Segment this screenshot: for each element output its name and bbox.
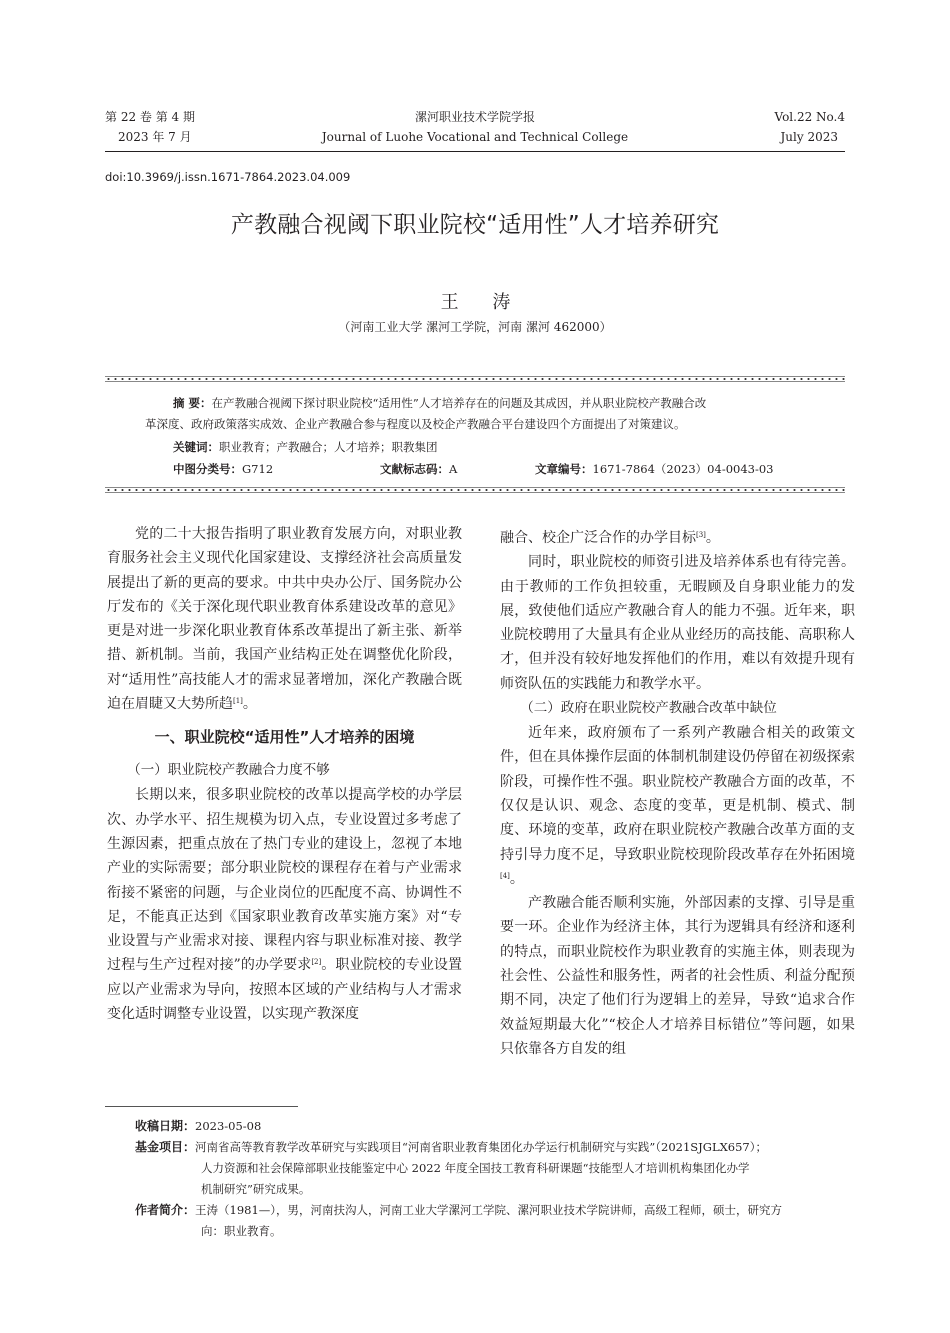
- paragraph: 产教融合能否顺利实施，外部因素的支撑、引导是重要一环。企业作为经济主体，其行为逻辑具有经济和逐利的特点，而职业院校作为职业教育的实施主体，则表现为社会性、公益性和服务性，两者的社会性质、利益分配预期不同，决定了他们行为逻辑上的差异，导致“追求合作效益短期最大化”“校企人才培养目标错位”等问题，如果只依靠各方自发的组: [500, 895, 855, 1057]
- abstract-top-divider: [105, 375, 845, 383]
- paragraph: 近年来，政府颁布了一系列产教融合相关的政策文件，但在具体操作层面的体制机制建设仍停留在初级探索阶段，可操作性不强。职业院校产教融合方面的改革，不仅仅是认识、观念、态度的变革，更是机制、模式、制度、环境的变革，政府在职业院校产教融合改革方面的支持引导力度不足，导致职业院校现阶段改革存在外拓困境[4]。: [500, 725, 855, 887]
- doc-code-label: 文献标志码：: [380, 462, 449, 476]
- publication-date-en: July 2023: [780, 130, 838, 144]
- citation-ref: [4]: [500, 871, 510, 880]
- article-title: 产教融合视阈下职业院校“适用性”人才培养研究: [230, 212, 720, 238]
- author-bio: 作者简介：王涛（1981—），男，河南扶沟人，河南工业大学漯河工学院、漯河职业技术学院讲师，高级工程师，硕士，研究方: [135, 1203, 783, 1217]
- header-rule: [105, 151, 845, 152]
- section-heading: 一、职业院校“适用性”人才培养的困境: [154, 728, 415, 747]
- doc-code-line: [380, 457, 457, 481]
- body-left-column: [107, 522, 462, 1026]
- author-bio-line-2: 向：职业教育。: [201, 1224, 282, 1238]
- author-name: 王 涛: [440, 292, 525, 313]
- footnotes: [135, 1116, 855, 1242]
- abstract-label: 摘 要：: [173, 396, 212, 410]
- fund-info-line-2: 人力资源和社会保障部职业技能鉴定中心 2022 年度全国技工教育科研课题“技能型人才培训机构集团化办学: [201, 1161, 750, 1175]
- keywords-label: 关键词：: [173, 440, 219, 454]
- article-number: 1671-7864（2023）04-0043-03: [592, 462, 774, 476]
- article-number-label: 文章编号：: [535, 462, 593, 476]
- publication-date: 2023 年 7 月: [118, 130, 192, 144]
- received-date: 收稿日期：2023-05-08: [135, 1119, 262, 1133]
- abstract-text-1: 在产教融合视阈下探讨职业院校“适用性”人才培养存在的问题及其成因，并从职业院校产教融合改: [211, 396, 707, 410]
- fund-info-line-3: 机制研究”研究成果。: [201, 1182, 311, 1196]
- citation-ref: [1]: [233, 697, 243, 706]
- footnote-rule: [105, 1106, 298, 1107]
- journal-name-cn: 漯河职业技术学院学报: [414, 110, 535, 124]
- author-affiliation: （河南工业大学 漯河工学院，河南 漯河 462000）: [338, 320, 612, 334]
- clc-label: 中图分类号：: [173, 462, 242, 476]
- article-number-line: [535, 457, 774, 481]
- subsection-heading: （二）政府在职业院校产教融合改革中缺位: [520, 700, 777, 717]
- clc-number: G712: [242, 462, 274, 476]
- citation-ref: [2]: [311, 958, 322, 967]
- citation-ref: [3]: [696, 531, 706, 540]
- clc-line: [173, 457, 273, 481]
- doi: doi:10.3969/j.issn.1671-7864.2023.04.009: [105, 170, 351, 184]
- keywords-line: [173, 435, 438, 459]
- abstract-bottom-divider: [105, 486, 845, 494]
- subsection-heading: （一）职业院校产教融合力度不够: [127, 762, 330, 779]
- paragraph-continuation: 融合、校企广泛合作的办学目标[3]。: [500, 530, 720, 546]
- fund-info: 基金项目：河南省高等教育教学改革研究与实践项目“河南省职业教育集团化办学运行机制研究与实践”（2021SJGLX657）；: [135, 1140, 767, 1154]
- volume-issue: 第 22 卷 第 4 期: [105, 110, 195, 124]
- keywords: 职业教育；产教融合；人才培养；职教集团: [219, 440, 438, 454]
- doc-code: A: [449, 462, 458, 476]
- body-right-column: [500, 526, 855, 1061]
- paragraph: 长期以来，很多职业院校的改革以提高学校的办学层次、办学水平、招生规模为切入点，专业设置过多考虑了生源因素，把重点放在了热门专业的建设上，忽视了本地产业的实际需要；部分职业院校的课程存在着与产业需求衔接不紧密的问题，与企业岗位的匹配度不高、协调性不足，不能真正达到《国家职业教育改革实施方案》对“专业设置与产业需求对接、课程内容与职业标准对接、教学过程与生产过程对接”的办学要求[2]。职业院校的专业设置应以产业需求为导向，按照本区域的产业结构与人才需求变化适时调整专业设置，以实现产教深度: [107, 787, 462, 1023]
- paragraph: 同时，职业院校的师资引进及培养体系也有待完善。由于教师的工作负担较重，无暇顾及自身职业能力的发展，致使他们适应产教融合育人的能力不强。近年来，职业院校聘用了大量具有企业从业经历的高技能、高职称人才，但并没有较好地发挥他们的作用，难以有效提升现有师资队伍的实践能力和教学水平。: [500, 554, 855, 692]
- paragraph: 党的二十大报告指明了职业教育发展方向，对职业教育服务社会主义现代化国家建设、支撑经济社会高质量发展提出了新的更高的要求。中共中央办公厅、国务院办公厅发布的《关于深化现代职业教育体系建设改革的意见》更是对进一步深化职业教育体系改革提出了新主张、新举措、新机制。当前，我国产业结构正处在调整优化阶段，对“适用性”高技能人才的需求显著增加，深化产教融合既迫在眉睫又大势所趋[1]。: [107, 526, 462, 713]
- abstract-line-2: 革深度、政府政策落实成效、企业产教融合参与程度以及校企产教融合平台建设四个方面提出了对策建议。: [145, 417, 686, 431]
- journal-name-en: Journal of Luohe Vocational and Technical College: [321, 130, 629, 144]
- volume-issue-en: Vol.22 No.4: [774, 110, 845, 124]
